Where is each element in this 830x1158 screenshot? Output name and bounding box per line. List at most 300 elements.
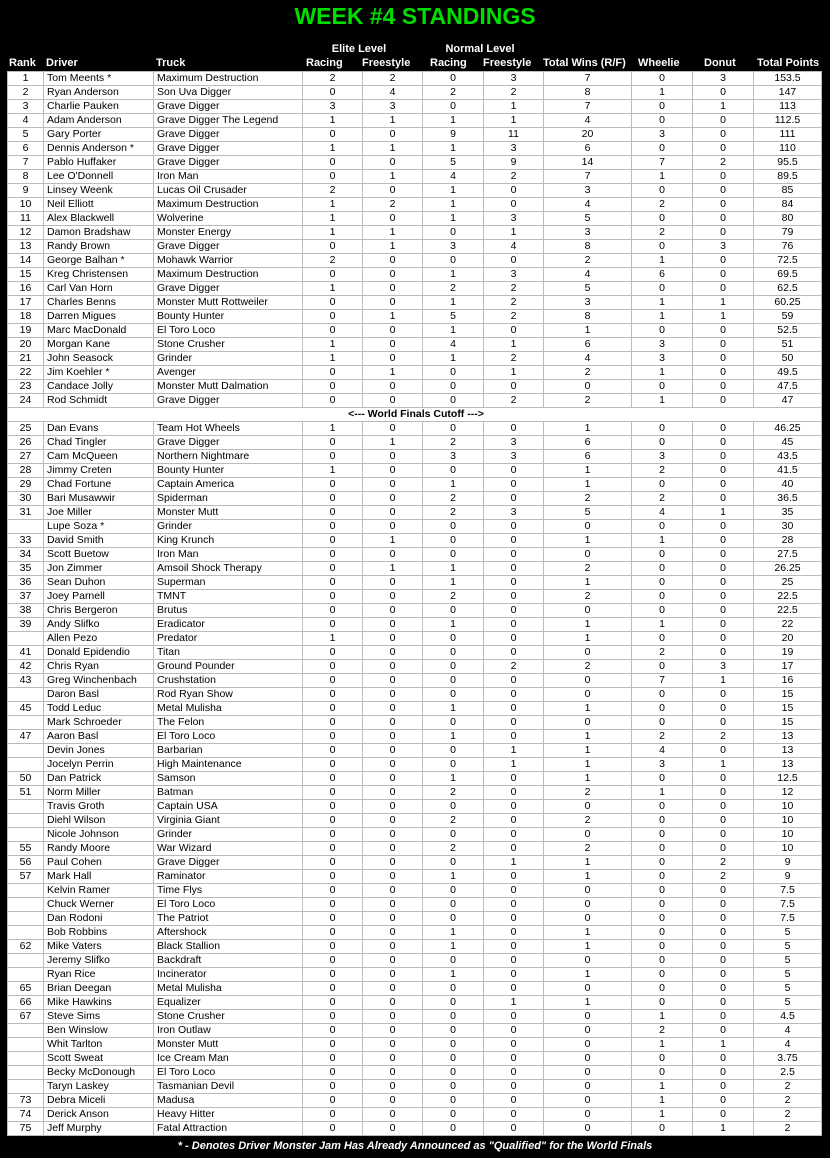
table-cell: 45: [8, 702, 44, 716]
col-rank: Rank: [9, 57, 36, 69]
table-cell: 0: [693, 590, 754, 604]
table-cell: Chris Bergeron: [44, 604, 154, 618]
table-cell: 0: [693, 170, 754, 184]
table-cell: 0: [484, 562, 544, 576]
table-cell: 0: [484, 968, 544, 982]
table-cell: 0: [632, 968, 693, 982]
table-cell: [8, 968, 44, 982]
table-cell: 0: [484, 1038, 544, 1052]
table-cell: 0: [303, 646, 363, 660]
table-cell: 3: [544, 226, 632, 240]
table-cell: Andy Slifko: [44, 618, 154, 632]
table-cell: 4: [423, 338, 484, 352]
table-cell: 1: [363, 436, 423, 450]
table-cell: 10: [754, 800, 822, 814]
table-cell: 0: [484, 548, 544, 562]
table-cell: 0: [632, 702, 693, 716]
table-cell: 43: [8, 674, 44, 688]
table-row: [8, 240, 822, 254]
table-cell: 0: [303, 898, 363, 912]
table-cell: 1: [544, 422, 632, 436]
table-cell: 0: [632, 1122, 693, 1136]
table-cell: 2: [423, 786, 484, 800]
table-cell: Chad Fortune: [44, 478, 154, 492]
table-cell: Jeff Murphy: [44, 1122, 154, 1136]
table-row: [8, 688, 822, 702]
table-cell: 0: [423, 1038, 484, 1052]
table-cell: 5: [754, 996, 822, 1010]
table-cell: 49.5: [754, 366, 822, 380]
table-cell: 0: [303, 688, 363, 702]
table-cell: 0: [303, 380, 363, 394]
table-cell: 6: [544, 142, 632, 156]
table-cell: 0: [484, 324, 544, 338]
table-cell: 0: [484, 702, 544, 716]
table-cell: 0: [544, 716, 632, 730]
table-cell: 0: [693, 212, 754, 226]
table-cell: 22: [754, 618, 822, 632]
table-cell: 50: [754, 352, 822, 366]
table-cell: 7: [632, 156, 693, 170]
table-row: [8, 394, 822, 408]
table-cell: 0: [544, 1052, 632, 1066]
table-cell: 5: [544, 506, 632, 520]
table-cell: 0: [303, 436, 363, 450]
table-cell: Pablo Huffaker: [44, 156, 154, 170]
table-cell: 110: [754, 142, 822, 156]
table-cell: 67: [8, 1010, 44, 1024]
table-cell: 0: [303, 772, 363, 786]
table-cell: 4: [544, 268, 632, 282]
table-cell: Damon Bradshaw: [44, 226, 154, 240]
table-cell: 27.5: [754, 548, 822, 562]
table-row: [8, 618, 822, 632]
table-cell: 0: [363, 688, 423, 702]
table-cell: 0: [423, 226, 484, 240]
table-cell: 0: [303, 1010, 363, 1024]
table-cell: 36: [8, 576, 44, 590]
table-cell: Spiderman: [154, 492, 303, 506]
table-cell: 0: [632, 814, 693, 828]
table-cell: 0: [303, 674, 363, 688]
table-cell: 75: [8, 1122, 44, 1136]
table-cell: Eradicator: [154, 618, 303, 632]
table-cell: 2: [423, 492, 484, 506]
table-cell: Kreg Christensen: [44, 268, 154, 282]
table-cell: Bari Musawwir: [44, 492, 154, 506]
table-cell: 10: [754, 828, 822, 842]
table-cell: 1: [303, 226, 363, 240]
table-cell: 3: [484, 212, 544, 226]
table-cell: Taryn Laskey: [44, 1080, 154, 1094]
table-cell: 0: [544, 1080, 632, 1094]
table-cell: 2: [423, 814, 484, 828]
table-cell: 0: [363, 506, 423, 520]
table-cell: 0: [544, 548, 632, 562]
table-cell: 0: [484, 492, 544, 506]
table-cell: Joey Parnell: [44, 590, 154, 604]
table-cell: 1: [363, 226, 423, 240]
table-cell: Grave Digger: [154, 142, 303, 156]
table-cell: 0: [632, 800, 693, 814]
table-cell: King Krunch: [154, 534, 303, 548]
table-cell: 37: [8, 590, 44, 604]
table-cell: 0: [693, 366, 754, 380]
table-cell: Stone Crusher: [154, 338, 303, 352]
table-cell: 0: [693, 968, 754, 982]
table-cell: 3: [632, 128, 693, 142]
table-cell: 0: [423, 1010, 484, 1024]
table-cell: 0: [632, 114, 693, 128]
table-cell: 0: [363, 1108, 423, 1122]
table-cell: 5: [8, 128, 44, 142]
elite-level-header: Elite Level: [331, 43, 387, 55]
table-cell: 2: [754, 1108, 822, 1122]
table-cell: Wolverine: [154, 212, 303, 226]
table-cell: 0: [363, 478, 423, 492]
table-cell: 0: [363, 646, 423, 660]
table-cell: 0: [303, 1052, 363, 1066]
table-cell: 3: [544, 184, 632, 198]
table-cell: [8, 716, 44, 730]
table-cell: 0: [303, 562, 363, 576]
table-cell: 19: [8, 324, 44, 338]
table-cell: Jimmy Creten: [44, 464, 154, 478]
table-cell: 0: [363, 296, 423, 310]
table-cell: 0: [693, 198, 754, 212]
table-cell: 0: [693, 786, 754, 800]
cutoff-label: <--- World Finals Cutoff --->: [8, 408, 822, 422]
table-cell: 80: [754, 212, 822, 226]
table-cell: 3: [484, 72, 544, 86]
cutoff-row: [8, 408, 822, 422]
table-cell: 1: [303, 114, 363, 128]
table-cell: Maximum Destruction: [154, 198, 303, 212]
table-cell: 0: [303, 604, 363, 618]
table-cell: 0: [423, 394, 484, 408]
table-cell: 0: [693, 926, 754, 940]
table-cell: 0: [693, 184, 754, 198]
table-cell: Jon Zimmer: [44, 562, 154, 576]
table-row: [8, 492, 822, 506]
table-cell: 15: [754, 716, 822, 730]
table-cell: 21: [8, 352, 44, 366]
table-cell: 0: [363, 324, 423, 338]
table-cell: Amsoil Shock Therapy: [154, 562, 303, 576]
table-cell: 0: [303, 968, 363, 982]
table-cell: 0: [363, 1010, 423, 1024]
table-cell: Nicole Johnson: [44, 828, 154, 842]
table-cell: 0: [484, 380, 544, 394]
table-cell: 0: [363, 912, 423, 926]
table-cell: 0: [363, 380, 423, 394]
table-cell: 17: [8, 296, 44, 310]
table-cell: 1: [303, 464, 363, 478]
table-cell: 1: [484, 366, 544, 380]
table-cell: 1: [423, 352, 484, 366]
table-row: [8, 436, 822, 450]
table-row: [8, 86, 822, 100]
table-cell: 0: [303, 394, 363, 408]
table-cell: 0: [303, 548, 363, 562]
table-cell: 0: [544, 688, 632, 702]
table-cell: 0: [303, 128, 363, 142]
table-cell: Dan Rodoni: [44, 912, 154, 926]
table-cell: War Wizard: [154, 842, 303, 856]
table-row: [8, 1038, 822, 1052]
table-cell: Stone Crusher: [154, 1010, 303, 1024]
table-cell: 28: [754, 534, 822, 548]
table-cell: 1: [544, 324, 632, 338]
table-cell: 1: [423, 478, 484, 492]
table-cell: 0: [693, 534, 754, 548]
table-cell: 1: [303, 338, 363, 352]
table-cell: 0: [632, 520, 693, 534]
table-cell: 0: [632, 856, 693, 870]
table-cell: 0: [693, 1094, 754, 1108]
table-cell: 0: [544, 674, 632, 688]
table-row: [8, 716, 822, 730]
table-cell: 1: [423, 940, 484, 954]
table-cell: 1: [423, 114, 484, 128]
table-cell: 47: [8, 730, 44, 744]
table-cell: 1: [632, 296, 693, 310]
table-cell: Jim Koehler *: [44, 366, 154, 380]
table-cell: 0: [693, 520, 754, 534]
table-cell: 0: [303, 296, 363, 310]
table-cell: 0: [484, 1080, 544, 1094]
table-cell: 1: [632, 86, 693, 100]
table-cell: 1: [632, 394, 693, 408]
table-cell: 2: [484, 282, 544, 296]
table-cell: 0: [544, 604, 632, 618]
table-cell: 5: [754, 954, 822, 968]
table-cell: 45: [754, 436, 822, 450]
table-cell: 1: [363, 114, 423, 128]
table-cell: 0: [632, 1066, 693, 1080]
table-cell: 0: [484, 912, 544, 926]
table-cell: 14: [8, 254, 44, 268]
table-cell: 0: [484, 1010, 544, 1024]
table-cell: 8: [544, 86, 632, 100]
table-cell: 0: [632, 1052, 693, 1066]
table-cell: 3: [693, 72, 754, 86]
table-row: [8, 156, 822, 170]
table-cell: 41: [8, 646, 44, 660]
table-cell: 2: [632, 492, 693, 506]
table-cell: Grinder: [154, 828, 303, 842]
table-cell: 4: [544, 198, 632, 212]
table-cell: Maximum Destruction: [154, 72, 303, 86]
table-cell: Cam McQueen: [44, 450, 154, 464]
table-cell: 0: [303, 996, 363, 1010]
table-cell: 1: [484, 226, 544, 240]
table-cell: Incinerator: [154, 968, 303, 982]
table-cell: Scott Buetow: [44, 548, 154, 562]
table-cell: 0: [693, 814, 754, 828]
table-cell: 0: [363, 702, 423, 716]
table-cell: 1: [423, 324, 484, 338]
table-cell: 0: [363, 828, 423, 842]
table-cell: 0: [632, 380, 693, 394]
table-cell: 0: [363, 268, 423, 282]
table-cell: 0: [363, 660, 423, 674]
table-cell: 3: [632, 758, 693, 772]
table-cell: Madusa: [154, 1094, 303, 1108]
table-row: [8, 954, 822, 968]
normal-level-header: Normal Level: [445, 43, 515, 55]
table-cell: 95.5: [754, 156, 822, 170]
table-cell: 0: [693, 268, 754, 282]
table-row: [8, 338, 822, 352]
table-cell: 0: [303, 814, 363, 828]
table-cell: 1: [303, 422, 363, 436]
table-cell: 0: [484, 688, 544, 702]
table-cell: 5: [544, 212, 632, 226]
table-cell: 0: [363, 212, 423, 226]
col-truck: Truck: [156, 57, 186, 69]
table-cell: 4: [544, 352, 632, 366]
table-cell: 1: [363, 142, 423, 156]
table-cell: 0: [693, 450, 754, 464]
table-cell: 7: [632, 674, 693, 688]
table-cell: 0: [544, 884, 632, 898]
table-cell: 0: [303, 1038, 363, 1052]
table-cell: Iron Outlaw: [154, 1024, 303, 1038]
table-cell: 7: [544, 100, 632, 114]
table-cell: 18: [8, 310, 44, 324]
table-row: [8, 184, 822, 198]
table-cell: 1: [632, 618, 693, 632]
table-cell: John Seasock: [44, 352, 154, 366]
table-cell: 4: [754, 1024, 822, 1038]
table-cell: 2: [632, 1024, 693, 1038]
table-cell: 0: [544, 828, 632, 842]
table-cell: Scott Sweat: [44, 1052, 154, 1066]
table-cell: 34: [8, 548, 44, 562]
table-row: [8, 842, 822, 856]
table-cell: 1: [423, 576, 484, 590]
table-cell: 0: [423, 1066, 484, 1080]
table-cell: 89.5: [754, 170, 822, 184]
table-cell: 0: [484, 926, 544, 940]
table-cell: 0: [423, 1108, 484, 1122]
table-cell: 0: [303, 618, 363, 632]
table-cell: Predator: [154, 632, 303, 646]
table-cell: Son Uva Digger: [154, 86, 303, 100]
table-cell: 12: [8, 226, 44, 240]
table-cell: Joe Miller: [44, 506, 154, 520]
table-cell: 2: [632, 464, 693, 478]
table-cell: 0: [484, 534, 544, 548]
qualified-footnote: * - Denotes Driver Monster Jam Has Already Announced as "Qualified" for the World Finals: [177, 1140, 653, 1152]
table-cell: 0: [363, 338, 423, 352]
table-cell: 0: [363, 898, 423, 912]
table-row: [8, 282, 822, 296]
table-row: [8, 828, 822, 842]
table-cell: 9: [754, 870, 822, 884]
table-cell: 0: [303, 492, 363, 506]
table-cell: 5: [544, 282, 632, 296]
table-cell: 0: [693, 436, 754, 450]
table-cell: 0: [693, 912, 754, 926]
table-cell: 20: [754, 632, 822, 646]
table-cell: 0: [484, 800, 544, 814]
table-cell: 3: [484, 436, 544, 450]
table-cell: [8, 688, 44, 702]
table-cell: 0: [423, 982, 484, 996]
table-cell: 0: [632, 282, 693, 296]
table-cell: 4: [632, 744, 693, 758]
table-cell: 3: [484, 506, 544, 520]
table-row: [8, 268, 822, 282]
table-cell: 0: [693, 254, 754, 268]
table-cell: 1: [693, 100, 754, 114]
table-cell: 11: [8, 212, 44, 226]
col-elite-racing: Racing: [306, 57, 343, 69]
table-cell: 33: [8, 534, 44, 548]
table-row: [8, 1066, 822, 1080]
table-cell: 0: [544, 646, 632, 660]
table-cell: Diehl Wilson: [44, 814, 154, 828]
table-cell: 1: [544, 968, 632, 982]
table-cell: 62: [8, 940, 44, 954]
table-row: [8, 366, 822, 380]
table-cell: 1: [693, 310, 754, 324]
table-cell: 0: [303, 954, 363, 968]
table-cell: 0: [632, 324, 693, 338]
table-row: [8, 674, 822, 688]
table-row: [8, 562, 822, 576]
table-cell: Bounty Hunter: [154, 310, 303, 324]
table-cell: 1: [363, 240, 423, 254]
table-cell: 2: [484, 352, 544, 366]
table-cell: Travis Groth: [44, 800, 154, 814]
table-cell: 0: [423, 520, 484, 534]
table-row: [8, 1052, 822, 1066]
table-cell: 2: [544, 254, 632, 268]
table-row: [8, 590, 822, 604]
table-cell: 113: [754, 100, 822, 114]
table-cell: Lee O'Donnell: [44, 170, 154, 184]
table-cell: Mike Vaters: [44, 940, 154, 954]
table-cell: 0: [632, 898, 693, 912]
table-cell: 15: [8, 268, 44, 282]
table-row: [8, 1010, 822, 1024]
table-cell: 1: [423, 562, 484, 576]
table-cell: 0: [632, 912, 693, 926]
table-cell: 14: [544, 156, 632, 170]
table-cell: 10: [754, 814, 822, 828]
table-cell: El Toro Loco: [154, 898, 303, 912]
table-cell: 0: [632, 772, 693, 786]
table-cell: 0: [303, 758, 363, 772]
table-cell: 0: [423, 632, 484, 646]
table-cell: 57: [8, 870, 44, 884]
table-cell: 1: [632, 786, 693, 800]
table-cell: 66: [8, 996, 44, 1010]
table-cell: Ground Pounder: [154, 660, 303, 674]
table-cell: Backdraft: [154, 954, 303, 968]
table-cell: 40: [754, 478, 822, 492]
table-cell: Norm Miller: [44, 786, 154, 800]
table-cell: 3: [8, 100, 44, 114]
table-cell: 5: [754, 968, 822, 982]
table-cell: Jocelyn Perrin: [44, 758, 154, 772]
table-cell: 28: [8, 464, 44, 478]
table-cell: 0: [484, 1122, 544, 1136]
table-cell: 0: [484, 422, 544, 436]
